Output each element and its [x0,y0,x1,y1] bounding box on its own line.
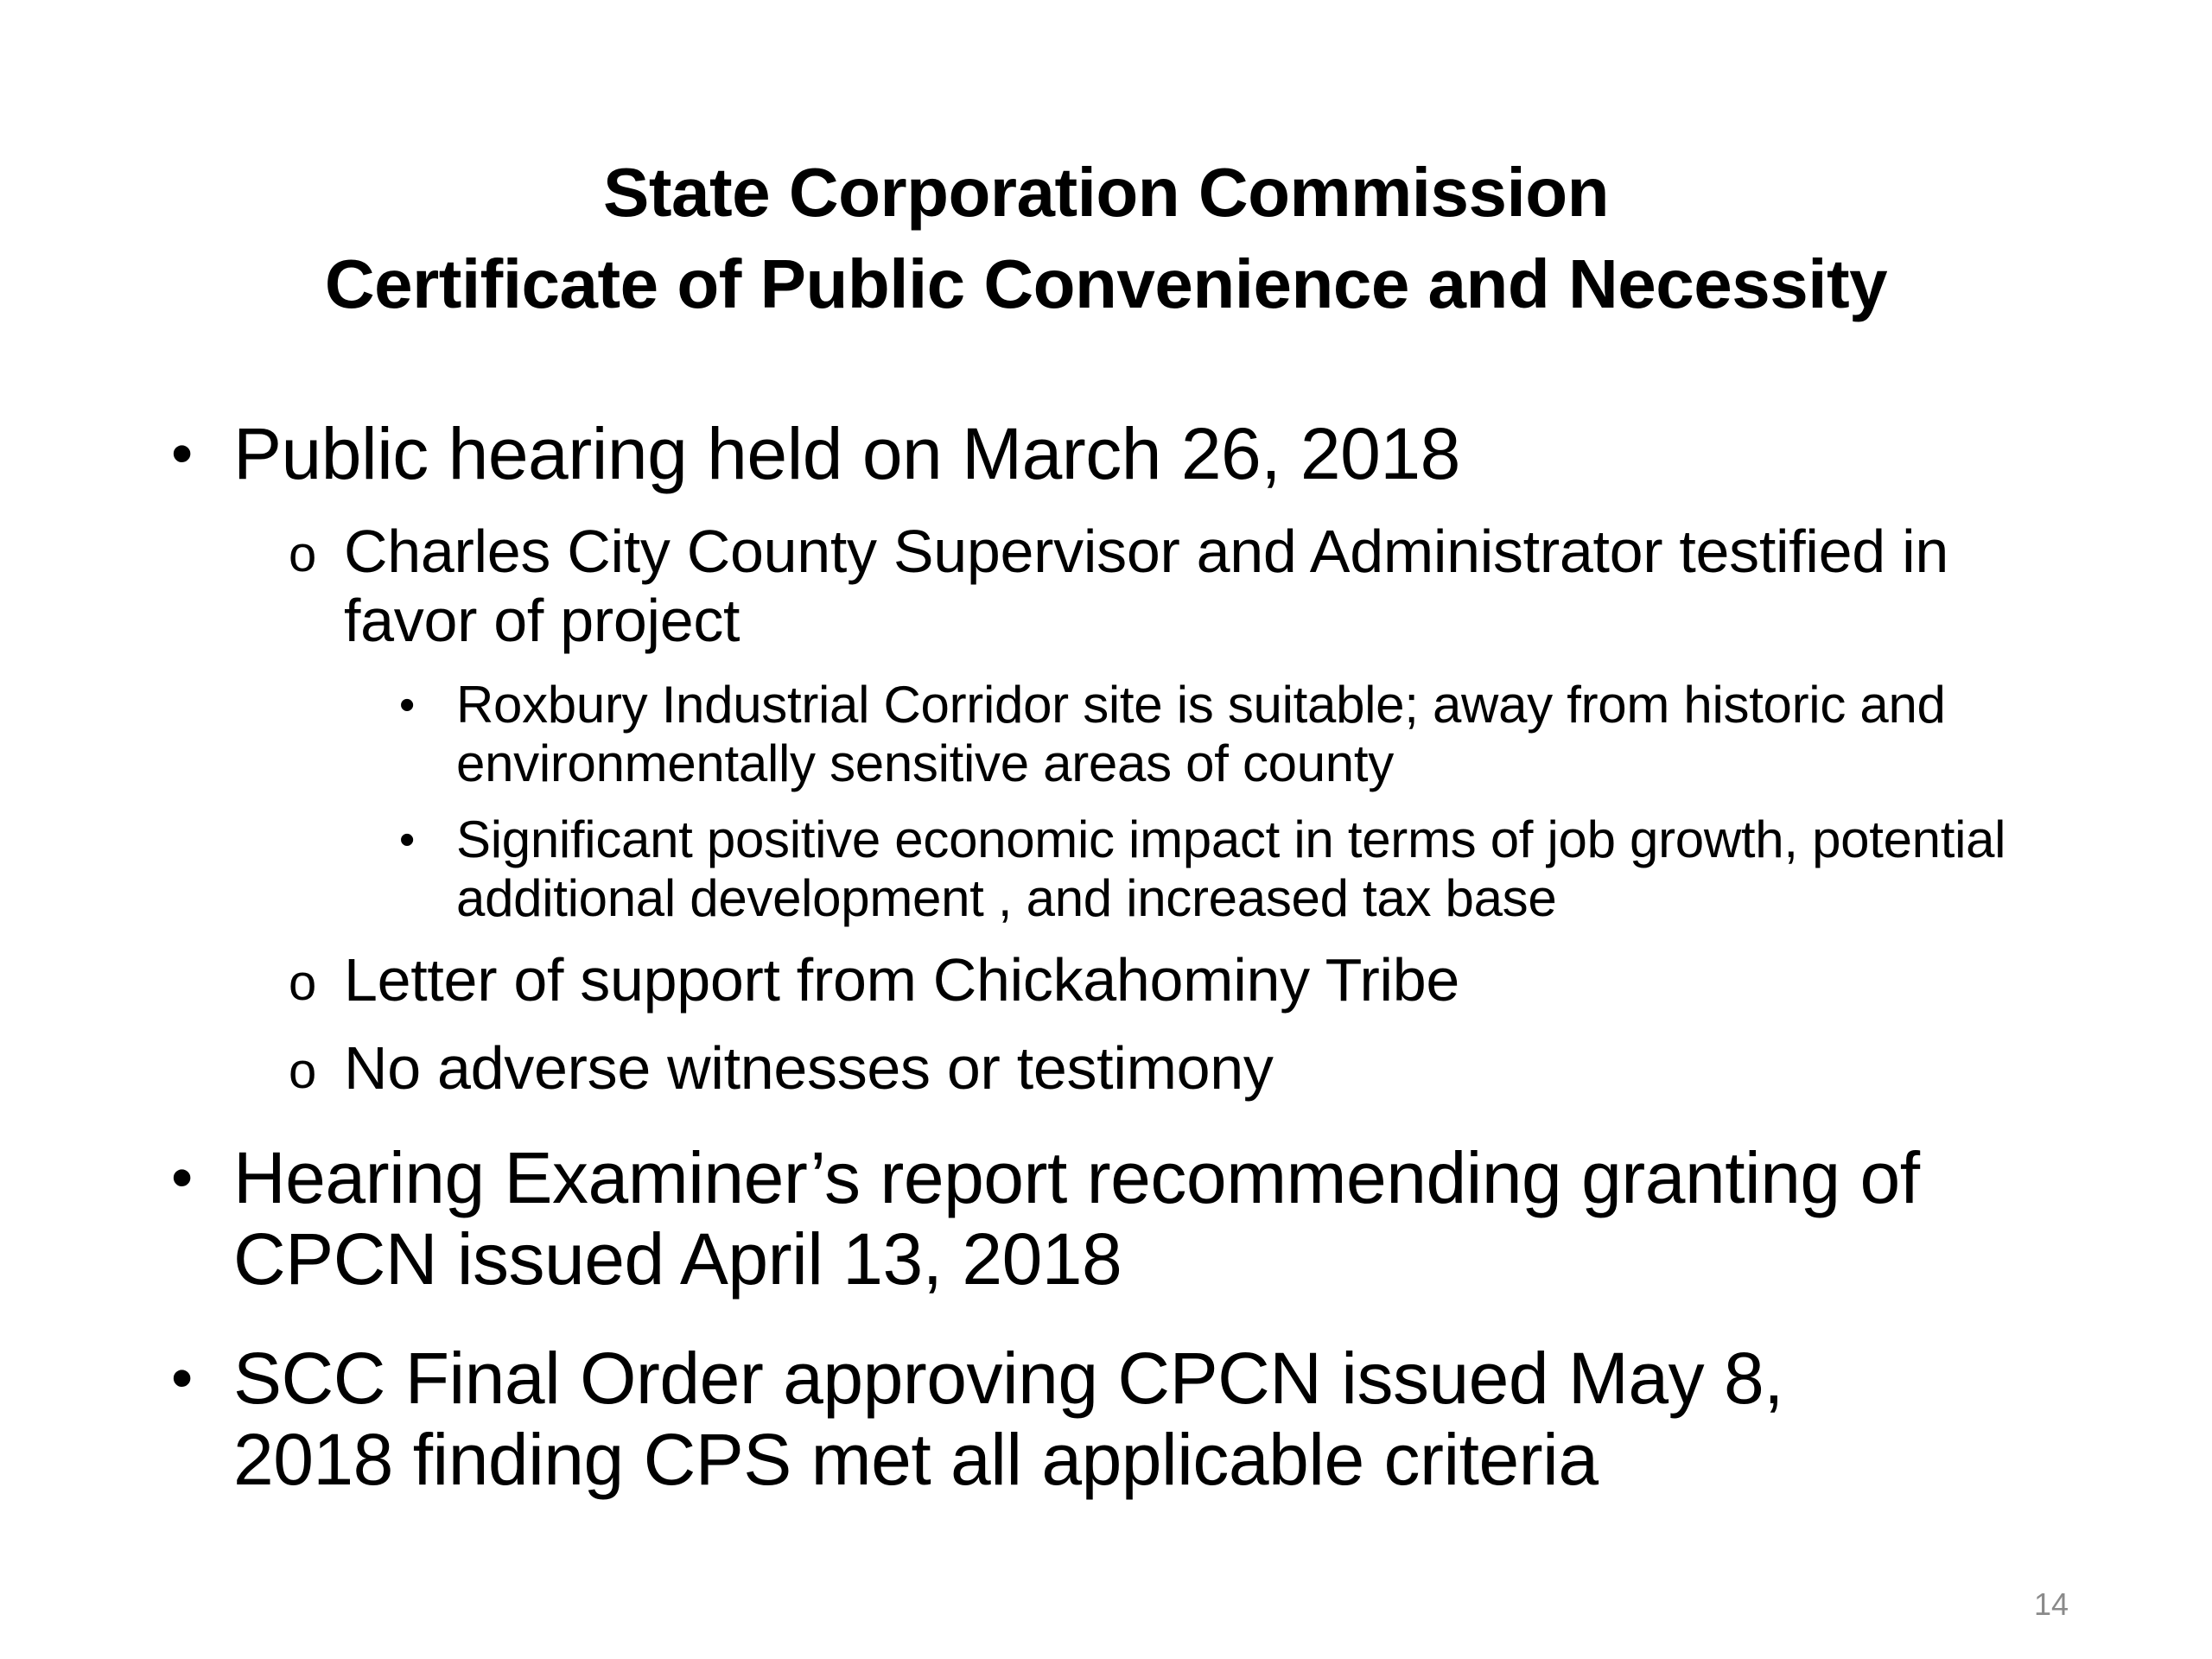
bullet-icon: • [399,815,415,865]
title-line-1: State Corporation Commission [603,154,1609,231]
circle-bullet-icon: o [289,1043,316,1099]
bullet-text: Hearing Examiner’s report recommending granting of CPCN issued April 13, 2018 [233,1137,1920,1300]
bullet-text: Public hearing held on March 26, 2018 [233,413,1460,494]
circle-bullet-icon: o [289,955,316,1011]
bullet-item-public-hearing [171,413,2065,494]
circle-bullet-icon: o [289,526,316,582]
sub-sub-item-text: Roxbury Industrial Corridor site is suitable; away from historic and environmentally sensitive areas of county [456,676,1946,792]
sub-item-county-testimony [289,517,1951,655]
sub-sub-item-economic-impact [399,810,2012,928]
sub-sub-item-text: Significant positive economic impact in terms of job growth, potential additional development , and increased tax base [456,810,2006,927]
bullet-icon: • [171,419,193,488]
sub-item-text: Charles City County Supervisor and Administrator testified in favor of project [344,518,1948,654]
bullet-item-hearing-examiner-report [171,1137,2056,1300]
sub-sub-item-roxbury [399,676,2037,793]
bullet-text: SCC Final Order approving CPCN issued May 8, 2018 finding CPS met all applicable criteria [233,1338,1784,1500]
bullet-icon: • [171,1344,193,1413]
bullet-icon: • [171,1143,193,1212]
bullet-icon: • [399,680,415,730]
title-line-2: Certificate of Public Convenience and Necessity [324,245,1888,322]
slide-title [0,147,2212,330]
page-number: 14 [2033,1586,2069,1622]
sub-item-text: Letter of support from Chickahominy Tribe [344,946,1460,1014]
sub-item-no-adverse-witnesses [289,1033,2037,1103]
sub-item-text: No adverse witnesses or testimony [344,1034,1274,1102]
bullet-item-scc-final-order [171,1338,1944,1500]
sub-item-letter-of-support [289,945,2037,1014]
